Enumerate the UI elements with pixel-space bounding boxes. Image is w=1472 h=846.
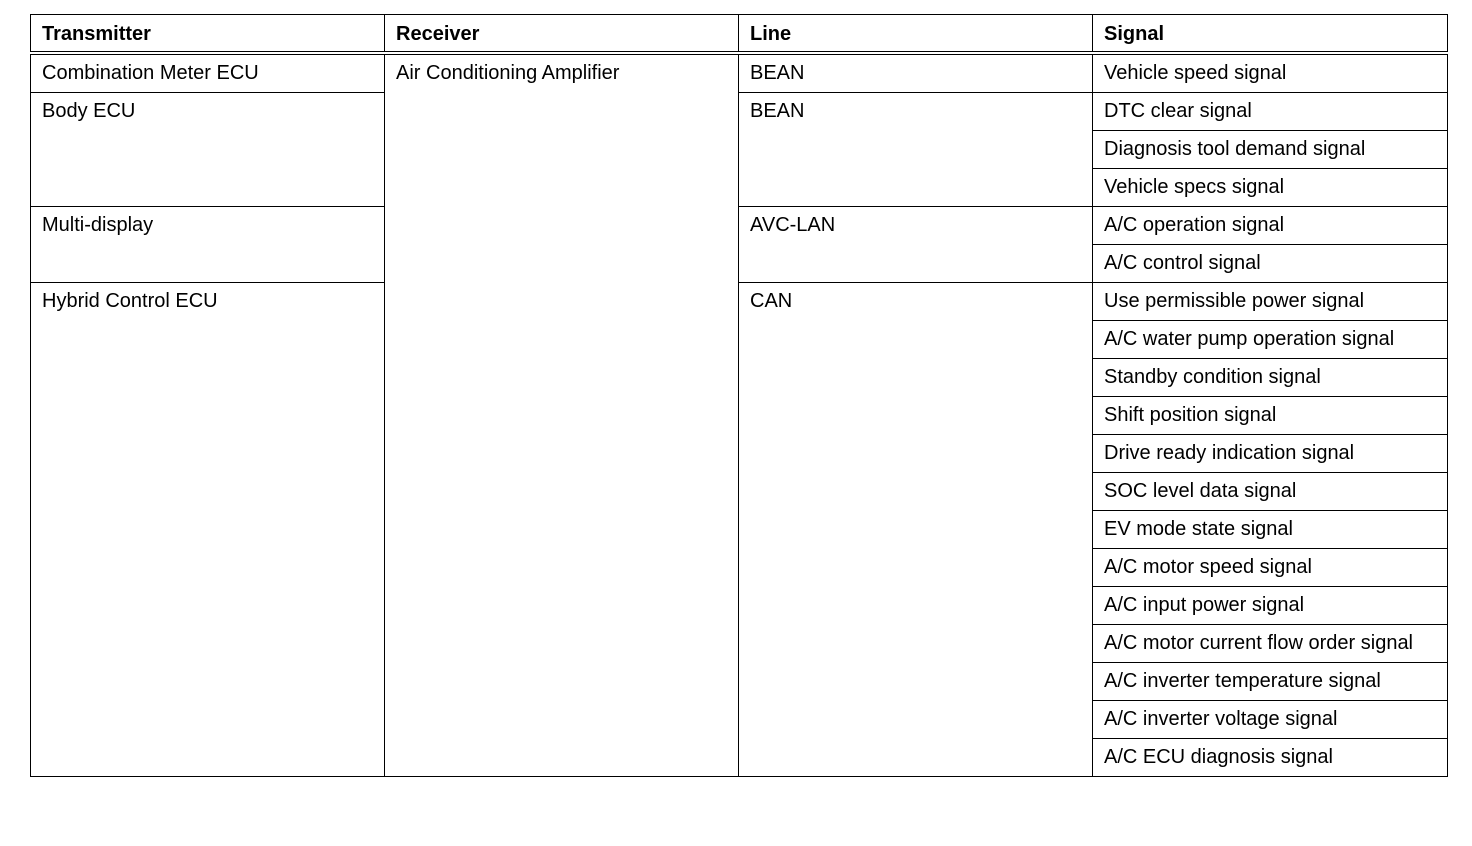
signal-cell: Use permissible power signal	[1093, 283, 1448, 321]
signal-cell: A/C inverter voltage signal	[1093, 701, 1448, 739]
signal-cell: Drive ready indication signal	[1093, 435, 1448, 473]
line-cell: AVC-LAN	[739, 207, 1093, 283]
signal-cell: Standby condition signal	[1093, 359, 1448, 397]
table-row	[31, 283, 1448, 321]
receiver-cell: Air Conditioning Amplifier	[385, 53, 739, 777]
signal-cell: A/C operation signal	[1093, 207, 1448, 245]
signal-cell: Diagnosis tool demand signal	[1093, 131, 1448, 169]
table-row	[31, 93, 1448, 131]
transmitter-cell: Multi-display	[31, 207, 385, 283]
signal-cell: Vehicle speed signal	[1093, 53, 1448, 93]
signal-cell: A/C water pump operation signal	[1093, 321, 1448, 359]
signal-cell: Vehicle specs signal	[1093, 169, 1448, 207]
transmitter-cell: Combination Meter ECU	[31, 53, 385, 93]
header-row	[31, 15, 1448, 54]
line-cell: CAN	[739, 283, 1093, 777]
communication-table	[30, 14, 1448, 777]
header-transmitter: Transmitter	[31, 15, 385, 54]
header-line: Line	[739, 15, 1093, 54]
signal-cell: SOC level data signal	[1093, 473, 1448, 511]
signal-cell: EV mode state signal	[1093, 511, 1448, 549]
signal-cell: A/C ECU diagnosis signal	[1093, 739, 1448, 777]
transmitter-cell: Hybrid Control ECU	[31, 283, 385, 777]
line-cell: BEAN	[739, 93, 1093, 207]
table-row	[31, 207, 1448, 245]
signal-cell: Shift position signal	[1093, 397, 1448, 435]
header-signal: Signal	[1093, 15, 1448, 54]
transmitter-cell: Body ECU	[31, 93, 385, 207]
line-cell: BEAN	[739, 53, 1093, 93]
table-row	[31, 53, 1448, 93]
signal-cell: A/C motor speed signal	[1093, 549, 1448, 587]
signal-cell: A/C input power signal	[1093, 587, 1448, 625]
header-receiver: Receiver	[385, 15, 739, 54]
signal-cell: DTC clear signal	[1093, 93, 1448, 131]
signal-cell: A/C inverter temperature signal	[1093, 663, 1448, 701]
signal-cell: A/C control signal	[1093, 245, 1448, 283]
signal-cell: A/C motor current flow order signal	[1093, 625, 1448, 663]
